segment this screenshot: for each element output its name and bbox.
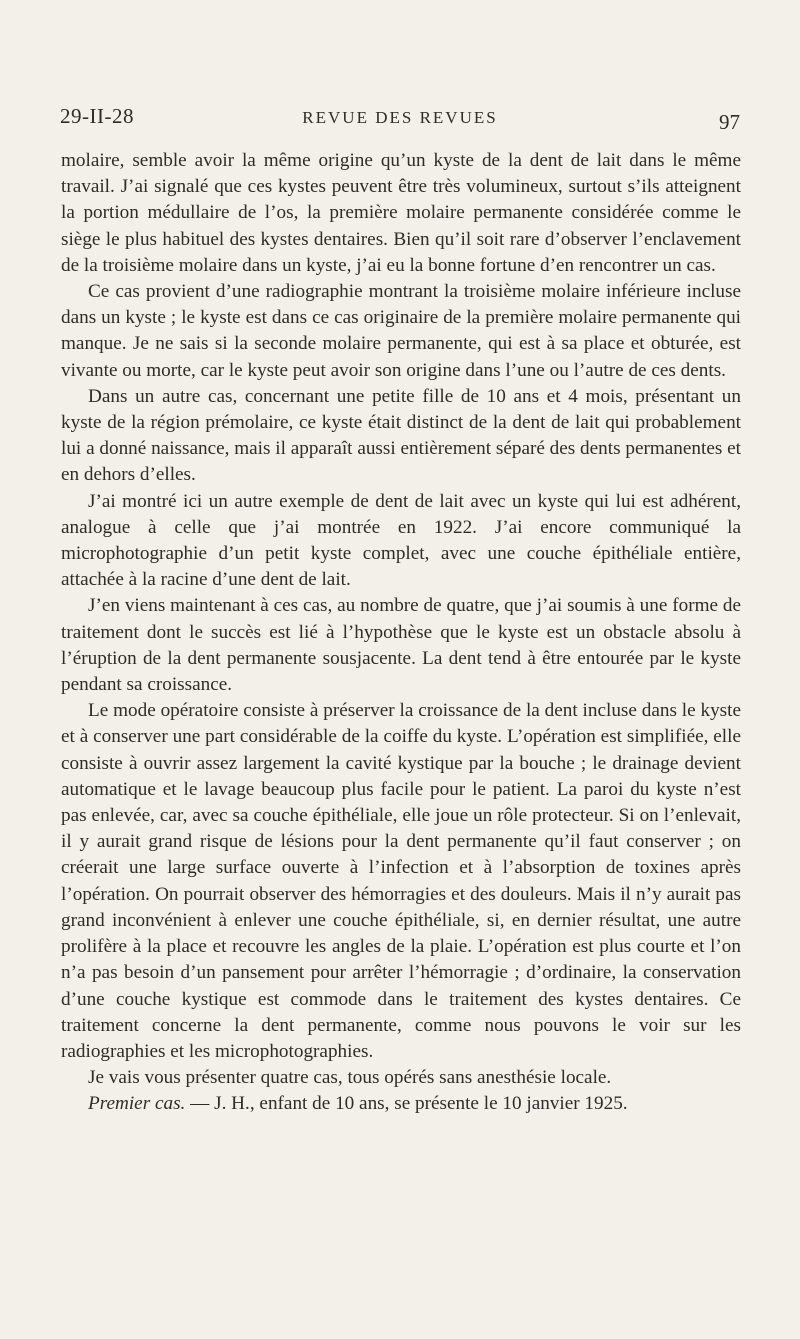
paragraph-6: Le mode opératoire consiste à préserver la croissance de la dent incluse dans le kyste et à conserver une part considérable de la coiffe du kyste. L’opération est simplifiée, elle consiste à ouvrir assez largement la cavité kystique par la bouche ; le drainage devient automatique et le lavage beaucoup plus facile pour le patient. La paroi du kyste n’est pas enlevée, car, avec sa couche épithéliale, elle joue un rôle protecteur. Si on l’enlevait, il y aurait grand risque de lésions pour la dent permanente qu’il faut conserver ; on créerait une large surface ouverte à l’infection et à l’absorption de toxines après l’opération. On pourrait observer des hémorragies et des douleurs. Mais il n’y aurait pas grand inconvénient à enlever une couche épithéliale, si, en dernier résultat, une autre prolifère à la place et recouvre les angles de la plaie. L’opération est plus courte et l’on n’a pas besoin d’un pansement pour arrêter l’hémorragie ; d’ordinaire, la conservation d’une couche kystique est commode dans le traitement des kystes dentaires. Ce traitement concerne la dent permanente, comme nous pouvons le voir sur les radiographies et les microphotographies. [61,700,741,1062]
header-date: 29-II-28 [60,104,134,128]
header-journal-title: REVUE DES REVUES [302,108,498,127]
case-label: Premier cas. [88,1093,186,1115]
paragraph-4: J’ai montré ici un autre exemple de dent de lait avec un kyste qui lui est adhérent, analogue à celle que j’ai montrée en 1922. J’ai encore communiqué la microphotographie d’un petit kyste complet, avec une couche épithéliale entière, attachée à la racine d’une dent de lait. [61,490,741,591]
case-text: — J. H., enfant de 10 ans, se présente le 10 janvier 1925. [185,1093,628,1115]
paragraph-2: Ce cas provient d’une radiographie montrant la troisième molaire inférieure incluse dans un kyste ; le kyste est dans ce cas originaire de la première molaire permanente qui manque. Je ne sais si la seconde molaire permanente, qui est à sa place et obturée, est vivante ou morte, car le kyste peut avoir son origine dans l’une ou l’autre de ces dents. [61,281,741,381]
case-paragraph [61,1091,741,1117]
paragraph-7: Je vais vous présenter quatre cas, tous opérés sans anesthésie locale. [88,1067,612,1089]
paragraph-5: J’en viens maintenant à ces cas, au nombre de quatre, que j’ai soumis à une forme de traitement dont le succès est lié à l’hypothèse que le kyste est un obstacle absolu à l’éruption de la dent permanente sousjacente. La dent tend à être entourée par le kyste pendant sa croissance. [61,595,741,696]
paragraph-3: Dans un autre cas, concernant une petite fille de 10 ans et 4 mois, présentant un kyste de la région prémolaire, ce kyste était distinct de la dent de lait qui probablement lui a donné naissance, mais il apparaît aussi entièrement séparé des dents permanentes et en dehors d’elles. [61,385,741,486]
page-number: 97 [719,110,740,134]
article-body [61,148,741,1118]
running-header [60,104,740,138]
paragraph-1: molaire, semble avoir la même origine qu’un kyste de la dent de lait dans le même travail. J’ai signalé que ces kystes peuvent être très volumineux, surtout s’ils atteignent la portion médullaire de l’os, la première molaire permanente considérée comme le siège le plus habituel des kystes dentaires. Bien qu’il soit rare d’observer l’enclavement de la troisième molaire dans un kyste, j’ai eu la bonne fortune d’en rencontrer un cas. [61,150,741,276]
